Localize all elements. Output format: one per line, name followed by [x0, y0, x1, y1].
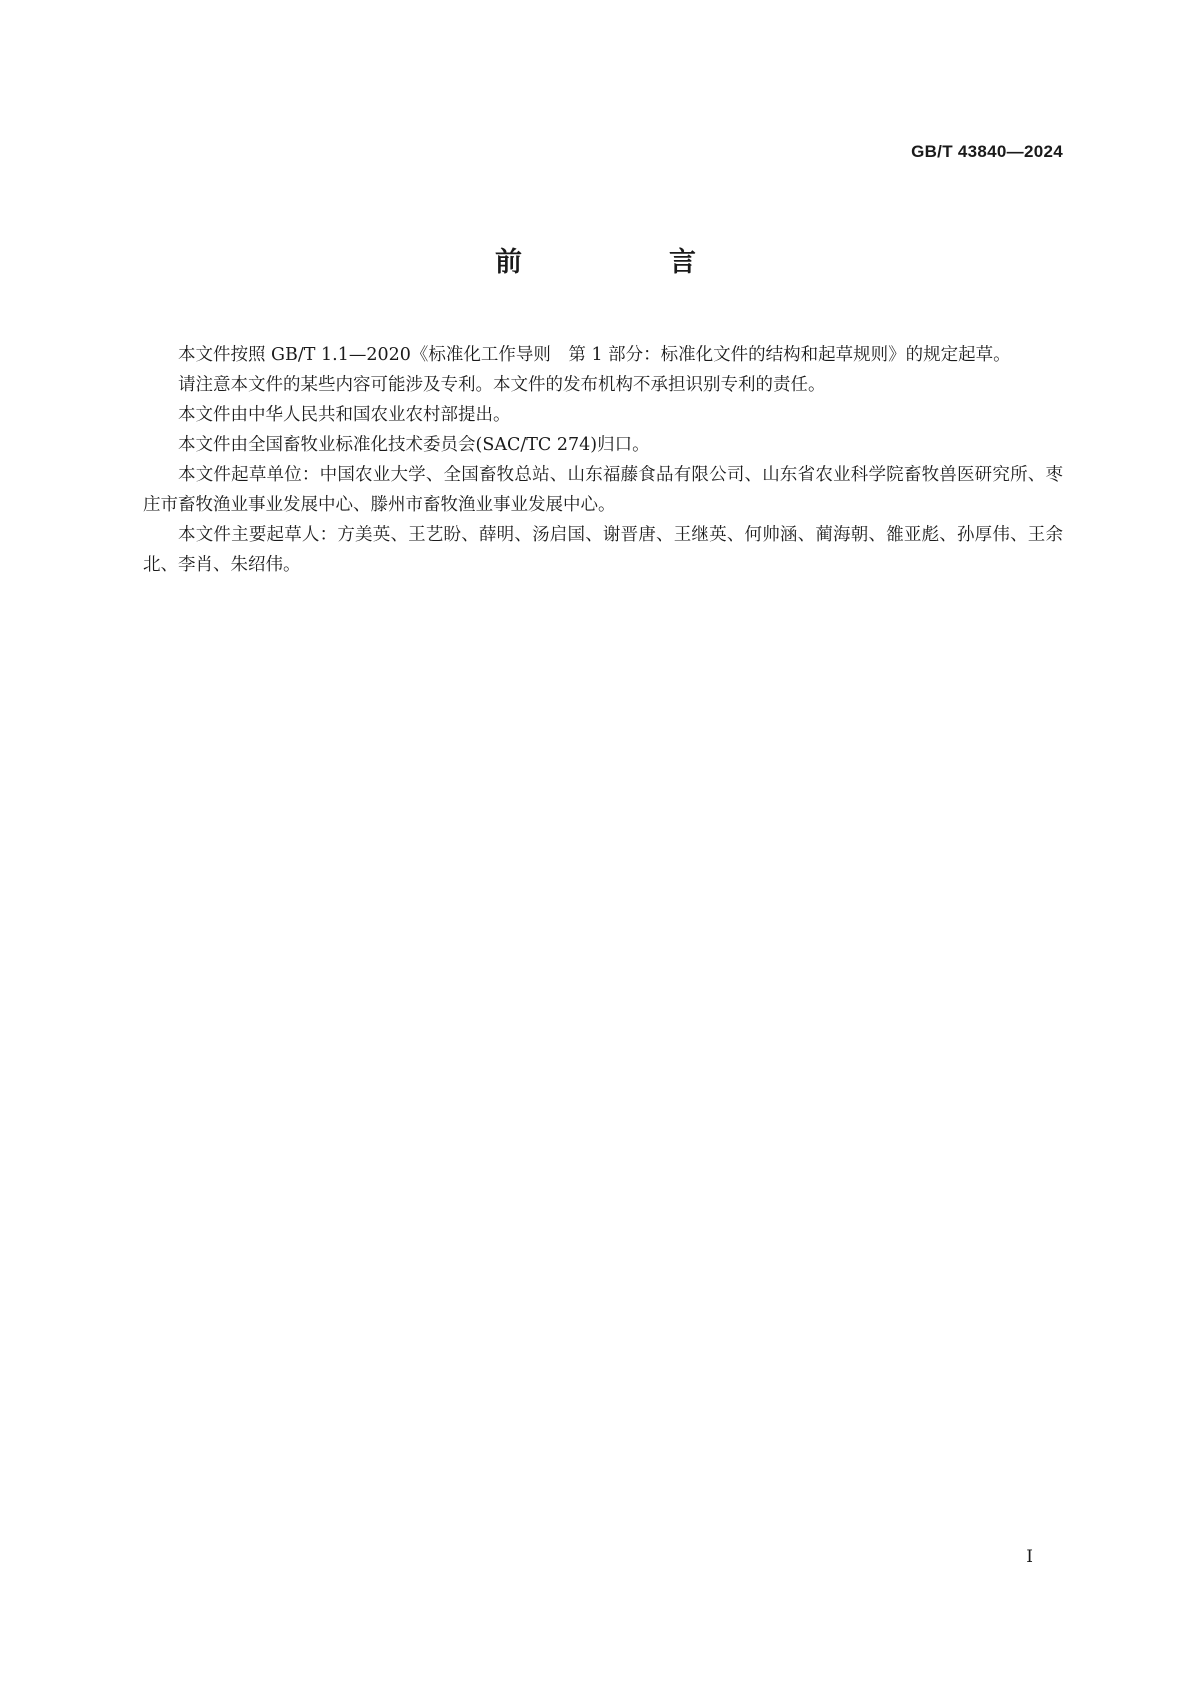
paragraph-technical-committee: 本文件由全国畜牧业标准化技术委员会(SAC/TC 274)归口。 [178, 435, 650, 455]
page-number: I [1026, 1547, 1033, 1567]
paragraph-patent-notice: 请注意本文件的某些内容可能涉及专利。本文件的发布机构不承担识别专利的责任。 [178, 375, 826, 395]
standard-code: GB/T 43840—2024 [911, 142, 1063, 161]
paragraph-proposer: 本文件由中华人民共和国农业农村部提出。 [178, 405, 511, 425]
foreword-body [143, 340, 1063, 580]
page-title: 前 言 [495, 247, 756, 278]
paragraph-drafting-rules: 本文件按照 GB/T 1.1—2020《标准化工作导则 第 1 部分：标准化文件的结构和起草规则》的规定起草。 [178, 345, 1011, 365]
paragraph-drafting-units: 本文件起草单位：中国农业大学、全国畜牧总站、山东福藤食品有限公司、山东省农业科学院畜牧兽医研究所、枣庄市畜牧渔业事业发展中心、滕州市畜牧渔业事业发展中心。 [143, 465, 1063, 515]
paragraph-drafters: 本文件主要起草人：方美英、王艺盼、薛明、汤启国、谢晋唐、王继英、何帅涵、蔺海朝、雒亚彪、孙厚伟、王余北、李肖、朱绍伟。 [143, 525, 1063, 575]
